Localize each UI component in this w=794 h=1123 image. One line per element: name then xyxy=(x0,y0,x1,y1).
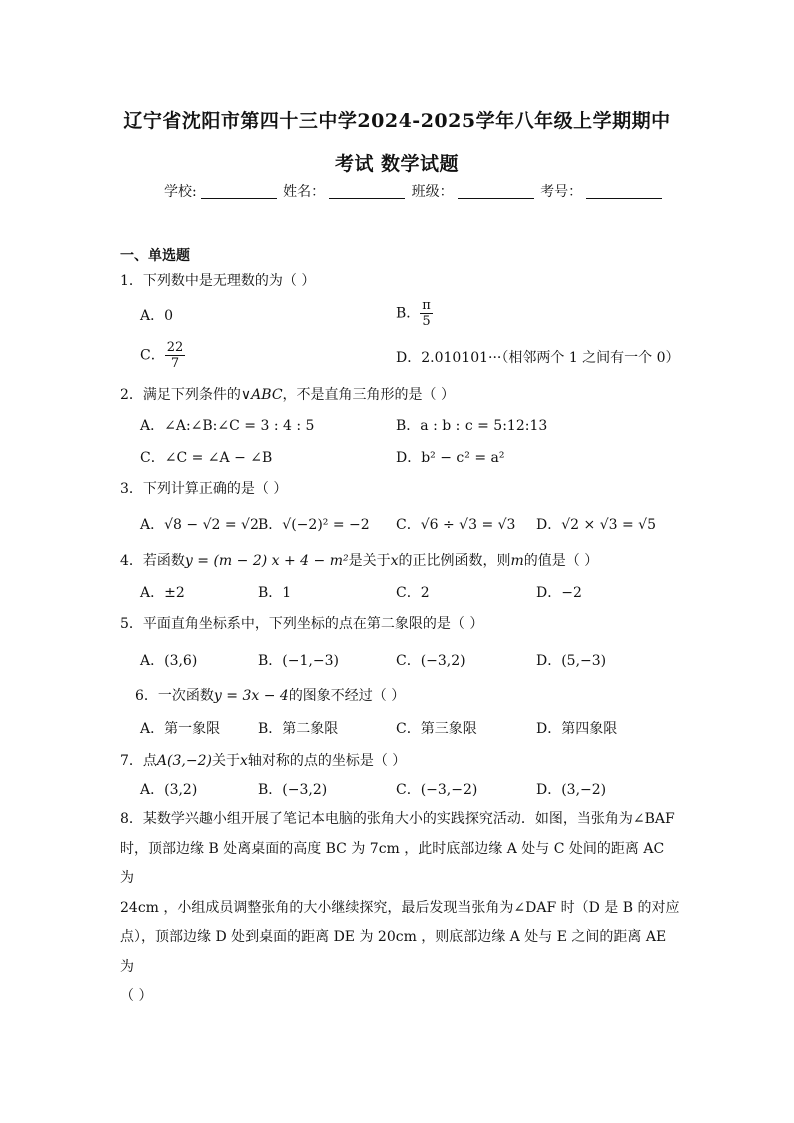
class-label: 班级： xyxy=(411,184,454,200)
q7-option-d: D．(3,−2) xyxy=(536,782,607,798)
q4-stem-part-d: 的值是（ ） xyxy=(523,553,599,569)
school-blank[interactable] xyxy=(201,184,277,199)
name-blank[interactable] xyxy=(329,184,405,199)
title-line-1: 辽宁省沈阳市第四十三中学2024-2025学年八年级上学期期中 xyxy=(123,110,671,132)
fraction-numerator: π xyxy=(422,298,431,313)
title-line-2: 考试 数学试题 xyxy=(334,153,460,175)
q1-option-b-fraction xyxy=(420,298,433,329)
fraction-denominator: 7 xyxy=(170,356,180,371)
q4-stem xyxy=(120,550,598,570)
q1-stem: 1．下列数中是无理数的为（ ） xyxy=(120,273,316,289)
q1-option-b-label: B． xyxy=(396,305,421,322)
q2-option-c: C．∠C = ∠A − ∠B xyxy=(140,450,273,466)
school-label: 学校: xyxy=(164,184,197,200)
q1-option-d: D．2.010101···（相邻两个 1 之间有一个 0） xyxy=(396,350,680,366)
q5-stem: 5．平面直角坐标系中，下列坐标的点在第二象限的是（ ） xyxy=(120,616,484,632)
q6-option-b: B．第二象限 xyxy=(258,721,339,737)
number-label: 考号： xyxy=(540,184,583,200)
q6-stem xyxy=(135,685,405,705)
q8-line-4: 点），顶部边缘 D 处到桌面的距离 DE 为 20cm ，则底部边缘 A 处与 E 之间的距离 AE 为 xyxy=(120,929,667,975)
name-label: 姓名： xyxy=(283,184,326,200)
q6-stem-part-a: 6．一次函数 xyxy=(135,688,214,704)
q4-option-c: C．2 xyxy=(396,585,430,601)
q1-option-c-fraction xyxy=(165,340,186,371)
q1-option-c xyxy=(140,340,185,371)
q1-option-c-label: C． xyxy=(140,347,165,364)
q3-option-d-expr: √2 × √3 = √5 xyxy=(561,517,656,533)
q3-option-c-label: C． xyxy=(396,517,421,533)
q7-option-a: A．(3,2) xyxy=(140,782,198,798)
q5-option-a: A．(3,6) xyxy=(140,653,198,669)
q2-stem xyxy=(120,384,455,404)
q7-stem-part-b: 关于 xyxy=(211,753,240,769)
q6-option-d: D．第四象限 xyxy=(536,721,618,737)
q6-stem-part-b: 的图象不经过（ ） xyxy=(288,688,406,704)
q5-option-b: B．(−1,−3) xyxy=(258,653,339,669)
q3-option-c xyxy=(396,514,515,534)
q2-stem-part-a: 2．满足下列条件的 xyxy=(120,387,241,403)
q3-option-b-label: B． xyxy=(258,517,283,533)
q8-line-1: 8．某数学兴趣小组开展了笔记本电脑的张角大小的实践探究活动．如图，当张角为∠BAF xyxy=(120,811,675,827)
q4-stem-m: m xyxy=(510,553,524,569)
q4-stem-part-b: 是关于 xyxy=(348,553,391,569)
q3-option-d xyxy=(536,514,656,534)
q2-option-d: D．b² − c² = a² xyxy=(396,450,505,466)
q3-option-d-label: D． xyxy=(536,517,562,533)
q6-stem-function: y = 3x − 4 xyxy=(213,688,289,704)
q2-stem-triangle: ∨ABC xyxy=(240,387,283,403)
q3-option-a xyxy=(140,514,259,534)
q8-line-3: 24cm ，小组成员调整张角的大小继续探究，最后发现当张角为∠DAF 时（D 是 B 的对应 xyxy=(120,899,680,916)
q3-stem: 3．下列计算正确的是（ ） xyxy=(120,481,288,497)
q1-option-a: A．0 xyxy=(140,308,174,324)
q7-stem-part-a: 7．点 xyxy=(120,753,157,769)
q3-option-b-expr: √(−2)² = −2 xyxy=(282,517,370,533)
q5-option-c: C．(−3,2) xyxy=(396,653,466,669)
q4-stem-function: y = (m − 2) x + 4 − m² xyxy=(184,553,349,569)
class-blank[interactable] xyxy=(458,184,534,199)
q8-line-2: 时，顶部边缘 B 处离桌面的高度 BC 为 7cm ，此时底部边缘 A 处与 C 处间的距离 AC 为 xyxy=(120,840,665,886)
fraction-denominator: 5 xyxy=(422,314,431,329)
q3-option-a-expr: √8 − √2 = √2 xyxy=(164,517,259,533)
q7-stem-point: A(3,−2) xyxy=(156,753,212,769)
q4-stem-part-c: 的正比例函数，则 xyxy=(398,553,511,569)
q3-option-a-label: A． xyxy=(140,517,165,533)
q7-option-b: B．(−3,2) xyxy=(258,782,328,798)
q3-option-b xyxy=(258,514,370,534)
number-blank[interactable] xyxy=(586,184,662,199)
section-heading: 一、单选题 xyxy=(120,248,190,264)
q2-option-b: B．a : b : c = 5:12:13 xyxy=(396,418,548,434)
q4-option-d: D．−2 xyxy=(536,585,582,601)
q8-line-5: （ ） xyxy=(120,988,153,1004)
q7-stem xyxy=(120,750,406,770)
q7-option-c: C．(−3,−2) xyxy=(396,782,478,798)
q3-option-c-expr: √6 ÷ √3 = √3 xyxy=(420,517,516,533)
q1-option-b xyxy=(396,298,433,329)
q5-option-d: D．(5,−3) xyxy=(536,653,607,669)
q2-option-a: A．∠A:∠B:∠C = 3 : 4 : 5 xyxy=(140,418,315,434)
q4-option-b: B．1 xyxy=(258,585,292,601)
fraction-numerator: 22 xyxy=(166,340,184,355)
q6-option-c: C．第三象限 xyxy=(396,721,477,737)
q4-stem-part-a: 4．若函数 xyxy=(120,553,185,569)
q8-stem xyxy=(120,805,680,1012)
student-info-row xyxy=(164,181,664,201)
q4-option-a: A．±2 xyxy=(140,585,185,601)
q7-stem-x: x xyxy=(239,753,248,769)
q2-stem-part-b: ，不是直角三角形的是（ ） xyxy=(282,387,455,403)
q6-option-a: A．第一象限 xyxy=(140,721,221,737)
q7-stem-part-c: 轴对称的点的坐标是（ ） xyxy=(247,753,407,769)
q4-stem-x: x xyxy=(390,553,399,569)
